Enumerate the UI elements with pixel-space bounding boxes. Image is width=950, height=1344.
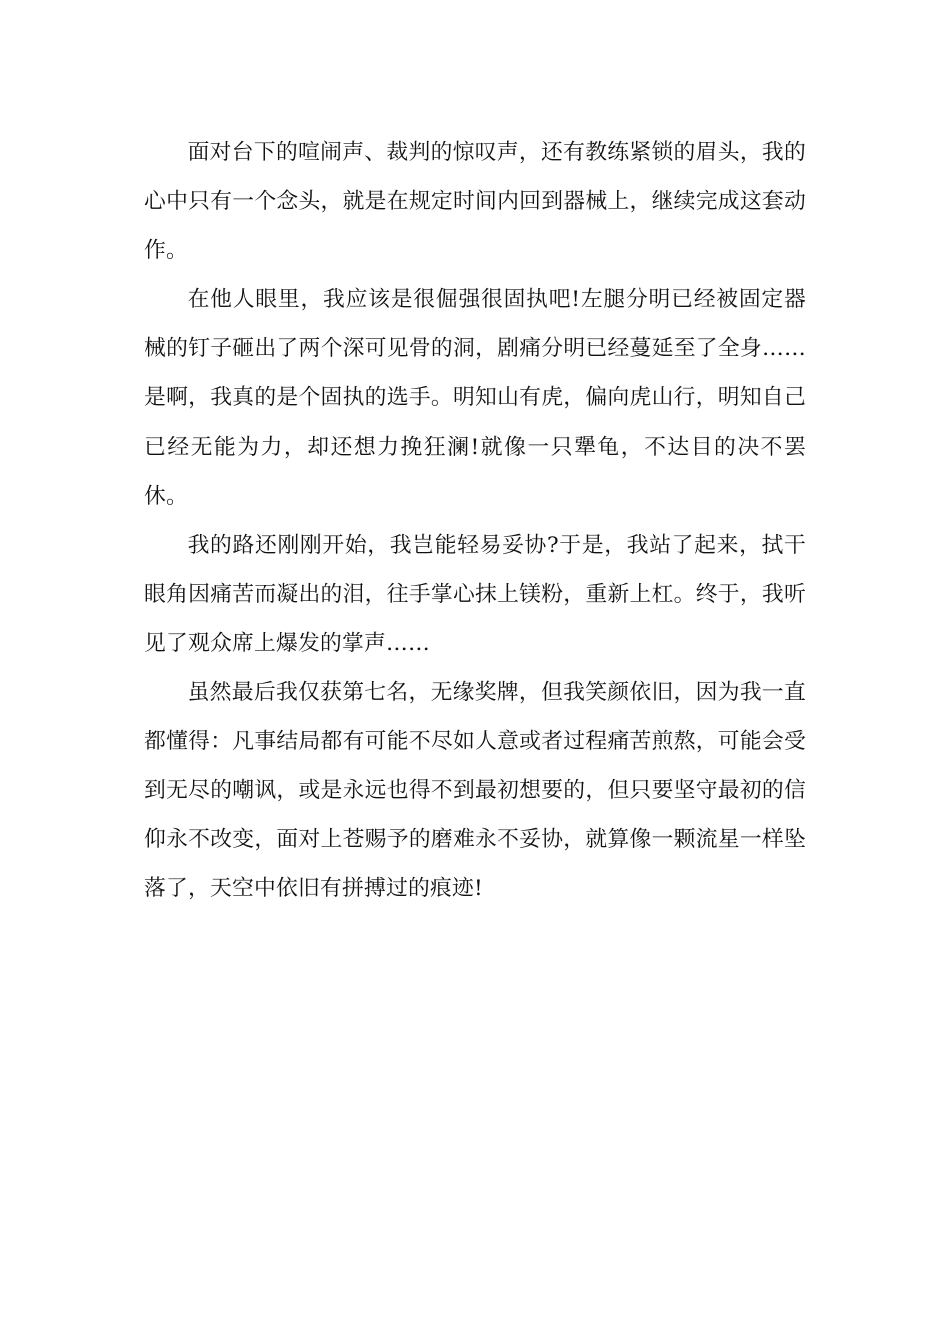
paragraph-2: 在他人眼里，我应该是很倔强很固执吧!左腿分明已经被固定器械的钉子砸出了两个深可见骨的洞，剧痛分明已经蔓延至了全身……是啊，我真的是个固执的选手。明知山有虎，偏向虎山行，明知自己已经无能为力，却还想力挽狂澜!就像一只犟龟，不达目的决不罢休。 (144, 287, 806, 509)
document-body (144, 128, 806, 914)
paragraph-3: 我的路还刚刚开始，我岂能轻易妥协?于是，我站了起来，拭干眼角因痛苦而凝出的泪，往手掌心抹上镁粉，重新上杠。终于，我听见了观众席上爆发的掌声…… (144, 532, 806, 656)
paragraph-4: 虽然最后我仅获第七名，无缘奖牌，但我笑颜依旧，因为我一直都懂得：凡事结局都有可能不尽如人意或者过程痛苦煎熬，可能会受到无尽的嘲讽，或是永远也得不到最初想要的，但只要坚守最初的信仰永不改变，面对上苍赐予的磨难永不妥协，就算像一颗流星一样坠落了，天空中依旧有拼搏过的痕迹! (144, 680, 806, 902)
paragraph-1: 面对台下的喧闹声、裁判的惊叹声，还有教练紧锁的眉头，我的心中只有一个念头，就是在规定时间内回到器械上，继续完成这套动作。 (144, 140, 806, 264)
